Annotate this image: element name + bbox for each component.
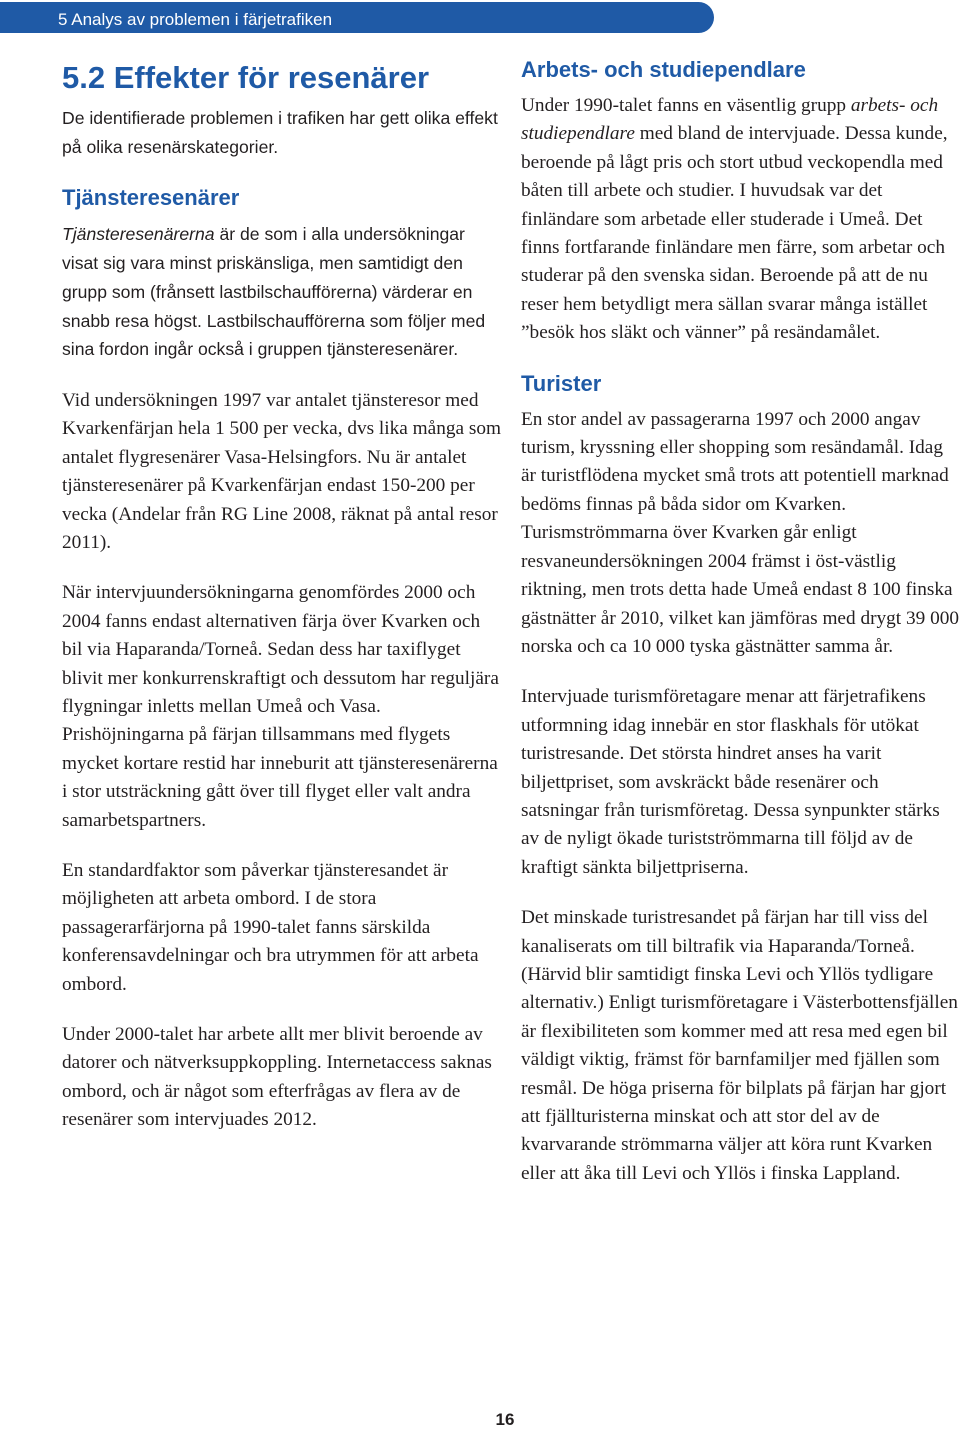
pendlare-paragraph [521, 92, 959, 348]
page-number: 16 [495, 1410, 515, 1429]
paragraph-work-onboard: En standardfaktor som påverkar tjänsteresandet är möjligheten att arbeta ombord. I de stora passagerarfärjorna på 1990-talet fanns särskilda konferensavdelningar och bra utrymmen för att arbeta ombord. [62, 860, 479, 995]
paragraph-text: med bland de intervjuade. Dessa kunde, beroende på lågt pris och stort utbud veckopendla med båten till arbete och studier. I huvudsak var det finländare som arbetade eller studerade i Umeå. Det finns fortfarande finländare men färre, som arbetar och studerar på den svenska sidan. Beroende på att de nu reser hem betydligt mera sällan svarar många istället ”besök hos släkt och vänner” på resändamålet. [521, 123, 948, 344]
turismforetagare-paragraph: Intervjuade turismföretagare menar att färjetrafikens utformning idag innebär en stor flaskhals för utökat turistresande. Det största hindret anses ha varit biljettpriset, som avskräckt både resenärer och satsningar från turismföretag. Dessa synpunkter stärks av de nyligt ökade turistströmmarna till följd av de kraftigt sänkta biljettpriserna. [521, 686, 940, 878]
biltrafik-paragraph: Det minskade turistresandet på färjan har till viss del kanaliserats om till biltrafik via Haparanda/Torneå. (Härvid blir samtidigt finska Levi och Yllös tydligare alternativ.) Enligt turismföretagare i Västerbottensfjällen är flexibiliteten som kommer med att resa med egen bil väldigt viktig, främst för barnfamiljer med fjällen som resmål. De höga priserna för bilplats på färjan har gjort att fjällturisterna minskat och att stor del av de kvarvarande strömmarna väljer att köra runt Kvarken eller att åka till Levi och Yllös i finska Lappland. [521, 907, 958, 1184]
italic-term: Tjänsteresenärerna [62, 224, 215, 245]
paragraph-internet: Under 2000-talet har arbete allt mer blivit beroende av datorer och nätverksuppkoppling. Internetaccess saknas ombord, och är något som efterfrågas av flera av de resenärer som intervjuades 2012. [62, 1024, 492, 1131]
subheading-tjansteresenarer: Tjänsteresenärer [62, 185, 240, 211]
subheading-pendlare: Arbets- och studiependlare [521, 57, 806, 82]
chapter-title: 5 Analys av problemen i färjetrafiken [58, 10, 333, 29]
paragraph-interviews: När intervjuundersökningarna genomfördes 2000 och 2004 fanns endast alternativen färja över Kvarken och bil via Haparanda/Torneå. Sedan dess har taxiflyget blivit mer konkurrenskraftigt och dessutom har reguljära flygningar inletts mellan Umeå och Vasa. Prishöjningarna på färjan tillsammans med flygets mycket kortare restid har inneburit att tjänsteresenärerna i stor utsträckning gått över till flyget eller valt andra samarbetspartners. [62, 582, 499, 831]
paragraph-text: är de som i alla undersökningar visat sig vara minst priskänsliga, men samtidigt den grupp som (frånsett lastbilschaufförerna) värderar en snabb resa högst. Lastbilschaufförerna som följer med sina fordon ingår också i gruppen tjänsteresenärer. [62, 224, 486, 360]
intro-paragraph: De identifierade problemen i trafiken har gett olika effekt på olika resenärskategorier. [62, 108, 498, 157]
section-title: 5.2 Effekter för resenärer [62, 60, 430, 95]
subheading-turister: Turister [521, 370, 602, 396]
italic-term: arbets- och studiependlare [521, 95, 939, 145]
tjansteresenarer-paragraph [62, 220, 502, 364]
right-column [521, 52, 959, 1210]
left-column [62, 52, 502, 1157]
paragraph-text: Under 1990-talet fanns en väsentlig grupp [521, 95, 851, 116]
turister-paragraph: En stor andel av passagerarna 1997 och 2000 angav turism, kryssning eller shopping som resändamål. Idag är turistflödena mycket små trots att potentiell marknad bedöms finnas på båda sidor om Kvarken. Turismströmmarna över Kvarken går enligt resvaneundersökningen 2004 främst i öst-västlig riktning, men trots detta hade Umeå endast 8 100 finska gästnätter år 2010, vilket kan jämföras med drygt 39 000 norska och ca 10 000 tyska gästnätter samma år. [521, 408, 959, 657]
chapter-header-bar [0, 2, 714, 33]
paragraph-1997-survey: Vid undersökningen 1997 var antalet tjänsteresor med Kvarkenfärjan hela 1 500 per vecka, dvs lika många som antalet flygresenärer Vasa-Helsingfors. Nu är antalet tjänsteresenärer på Kvarkenfärjan endast 150-200 per vecka (Andelar från RG Line 2008, räknat på antal resor 2011). [62, 389, 502, 553]
